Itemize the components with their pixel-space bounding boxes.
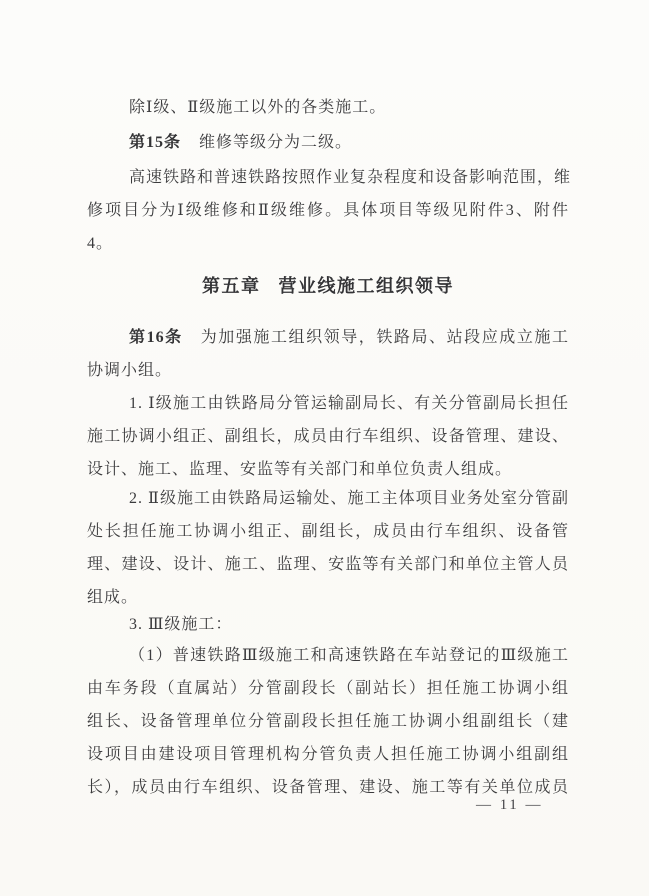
item-2-line-4: 组成。	[87, 589, 139, 606]
article-15-line	[87, 126, 569, 159]
item-3-paragraph	[87, 608, 569, 641]
article-15-text: 维修等级分为二级。	[199, 134, 353, 151]
article-16-line-2: 协调小组。	[87, 362, 173, 379]
item-1-line-1: 1. Ⅰ级施工由铁路局分管运输副局长、有关分管副局长担任	[129, 395, 569, 412]
article-16-label: 第16条	[129, 329, 183, 346]
item-2-paragraph	[87, 482, 569, 614]
document-content	[87, 91, 572, 804]
para-maintenance	[87, 161, 572, 260]
item-1-paragraph	[87, 387, 569, 486]
chapter-5-number: 第五章	[202, 276, 261, 296]
para-intro-line: 除Ⅰ级、Ⅱ级施工以外的各类施工。	[129, 99, 387, 116]
item-3-sub-1-line-3: 组长、设备管理单位分管副段长担任施工协调小组副组长（建	[87, 713, 569, 730]
article-16-line-1	[87, 321, 569, 354]
item-1-line-3: 设计、施工、监理、安监等有关部门和单位负责人组成。	[87, 461, 513, 478]
article-16	[87, 321, 569, 387]
item-3-sub-1-line-2: 由车务段（直属站）分管副段长（副站长）担任施工协调小组	[87, 680, 569, 697]
article-15-label: 第15条	[129, 134, 182, 151]
item-3-sub-1-paragraph	[87, 639, 569, 804]
item-3-sub-1-line-5: 长），成员由行车组织、设备管理、建设、施工等有关单位成员	[87, 779, 569, 796]
item-1-line-2: 施工协调小组正、副组长，成员由行车组织、设备管理、建设、	[87, 428, 569, 445]
page-number: — 11 —	[476, 797, 543, 813]
chapter-5-title: 营业线施工组织领导	[278, 276, 454, 296]
article-16-text: 为加强施工组织领导，铁路局、站段应成立施工	[200, 329, 569, 346]
chapter-5-heading	[87, 270, 569, 303]
item-2-line-2: 处长担任施工协调小组正、副组长，成员由行车组织、设备管	[87, 523, 569, 540]
item-3-sub-1-line-4: 设项目由建设项目管理机构分管负责人担任施工协调小组副组	[87, 746, 569, 763]
para-maintenance-line-1: 高速铁路和普速铁路按照作业复杂程度和设备影响范围，维	[129, 169, 572, 186]
para-maintenance-line-3: 4。	[87, 235, 114, 252]
para-maintenance-line-2: 修项目分为Ⅰ级维修和Ⅱ级维修。具体项目等级见附件3、附件	[87, 202, 569, 219]
item-2-line-1: 2. Ⅱ级施工由铁路局运输处、施工主体项目业务处室分管副	[129, 490, 569, 507]
item-2-line-3: 理、建设、设计、施工、监理、安监等有关部门和单位主管人员	[87, 556, 569, 573]
item-3-line-1: 3. Ⅲ级施工：	[129, 616, 233, 633]
item-3-sub-1-line-1: （1）普速铁路Ⅲ级施工和高速铁路在车站登记的Ⅲ级施工	[129, 647, 569, 664]
